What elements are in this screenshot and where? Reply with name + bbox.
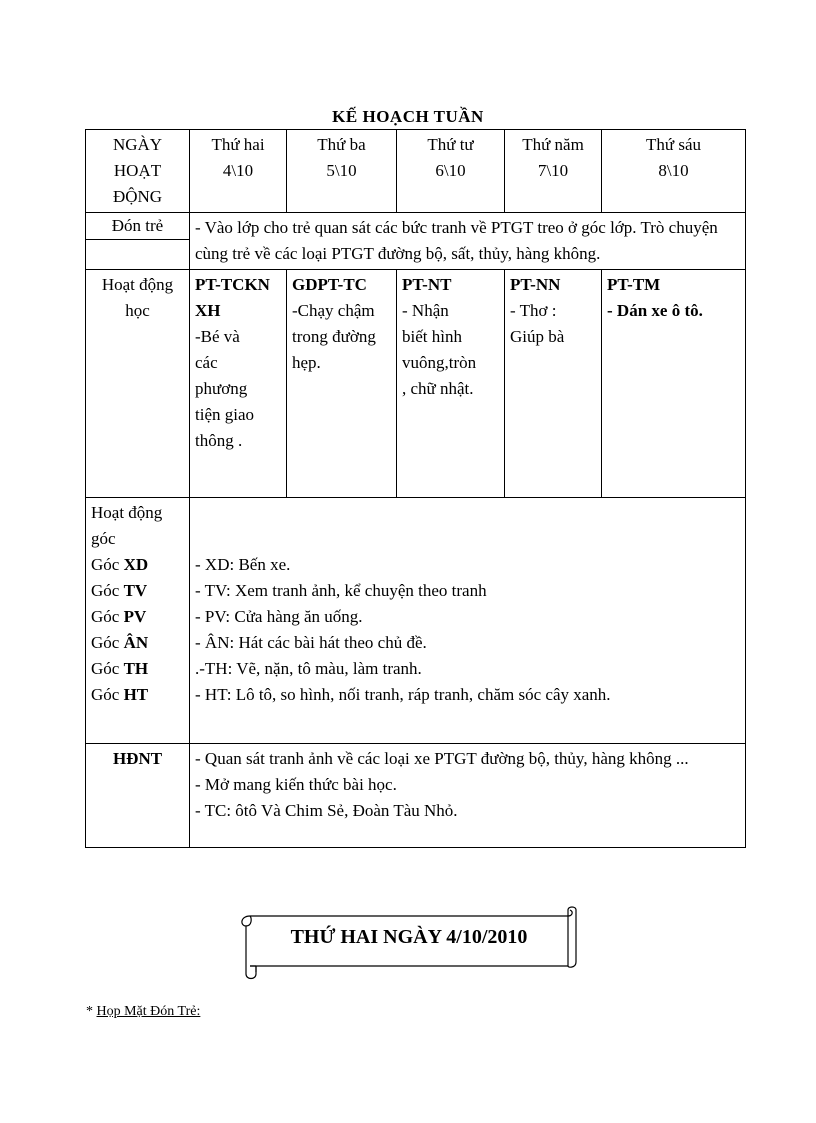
activity-subject: GDPT-TC [292, 275, 367, 294]
activity-line: , chữ nhật. [402, 379, 474, 398]
corner-activity: - HT: Lô tô, so hình, nối tranh, ráp tranh, chăm sóc cây xanh. [195, 685, 611, 704]
activity-line: phương [195, 379, 248, 398]
corner-code: TV [123, 581, 148, 600]
corner-code: XD [123, 555, 149, 574]
don-tre-label: Đón trẻ [86, 213, 189, 240]
corner-prefix: Góc [91, 685, 124, 704]
corner-prefix: Góc [91, 555, 124, 574]
activity-cell-thursday [505, 270, 602, 498]
activity-subject: PT-NN [510, 275, 561, 294]
activity-cell-monday [190, 270, 287, 498]
hdnt-label: HĐNT [86, 744, 190, 848]
hdnt-line: - Mở mang kiến thức bài học. [195, 775, 397, 794]
corner-activity: .-TH: Vẽ, nặn, tô màu, làm tranh. [195, 659, 422, 678]
row-label-line: Hoạt động [91, 503, 163, 522]
activity-line: tiện giao [195, 405, 255, 424]
day-header-thursday [505, 130, 602, 213]
corner-label [91, 604, 184, 630]
corner-code: PV [123, 607, 147, 626]
note-heading: Họp Mặt Đón Trẻ: [96, 1004, 201, 1019]
hoat-dong-hoc-row [86, 270, 746, 498]
hoat-dong-goc-content [190, 498, 746, 744]
day-name: Thứ ba [317, 135, 366, 154]
corner-code: HT [123, 685, 149, 704]
activity-subject: PT-TCKNXH [195, 275, 270, 320]
day-header-tuesday [287, 130, 397, 213]
corner-label [91, 656, 184, 682]
corner-activity: - TV: Xem tranh ảnh, kể chuyện theo tranh [195, 581, 487, 600]
activity-cell-wednesday [397, 270, 505, 498]
day-date: 7\10 [537, 161, 569, 180]
corner-activity: - PV: Cửa hàng ăn uống. [195, 607, 363, 626]
activity-line: các [195, 353, 218, 372]
header-label-line: ĐỘNG [112, 187, 163, 206]
corner-prefix: Góc [91, 633, 124, 652]
activity-line: -Bé và [195, 327, 240, 346]
corner-activity: - XD: Bến xe. [195, 555, 291, 574]
day-header-monday [190, 130, 287, 213]
hdnt-content [190, 744, 746, 848]
don-tre-label-cell [86, 213, 190, 270]
activity-line: hẹp. [292, 353, 321, 372]
hoat-dong-hoc-label-cell [86, 270, 190, 498]
activity-cell-friday [602, 270, 746, 498]
corner-label [91, 578, 184, 604]
activity-line: -Chạy chậm [292, 301, 375, 320]
activity-line: biết hình [402, 327, 462, 346]
day-date: 8\10 [658, 161, 689, 180]
activity-line: - Nhận [402, 301, 449, 320]
day-banner [236, 906, 582, 980]
corner-label [91, 682, 184, 708]
activity-subject: PT-NT [402, 275, 452, 294]
activity-line: thông . [195, 431, 243, 450]
day-header-wednesday [397, 130, 505, 213]
corner-code: TH [123, 659, 149, 678]
row-label-line: góc [91, 529, 116, 548]
activity-cell-tuesday [287, 270, 397, 498]
header-label-cell [86, 130, 190, 213]
corner-label [91, 552, 184, 578]
activity-line: vuông,tròn [402, 353, 477, 372]
corner-label [91, 630, 184, 656]
corner-prefix: Góc [91, 581, 124, 600]
day-name: Thứ tư [427, 135, 474, 154]
section-note [86, 1004, 200, 1020]
day-date: 4\10 [222, 161, 254, 180]
hdnt-line: - Quan sát tranh ảnh về các loại xe PTGT đường bộ, thủy, hàng không ... [195, 749, 689, 768]
corner-activity: - ÂN: Hát các bài hát theo chủ đề. [195, 633, 427, 652]
page-title: KẾ HOẠCH TUẦN [332, 107, 484, 126]
day-header-friday [602, 130, 746, 213]
hoat-dong-goc-label-cell [86, 498, 190, 744]
header-row [86, 130, 746, 213]
activity-line: trong đường [292, 327, 376, 346]
corner-prefix: Góc [91, 607, 124, 626]
don-tre-content: - Vào lớp cho trẻ quan sát các bức tranh về PTGT treo ở góc lớp. Trò chuyện cùng trẻ về các loại PTGT đường bộ, sất, thủy, hàng không. [190, 213, 746, 270]
note-star: * [86, 1004, 97, 1019]
weekly-plan-table [85, 129, 746, 848]
day-name: Thứ sáu [645, 135, 701, 154]
hdnt-line: - TC: ôtô Và Chim Sẻ, Đoàn Tàu Nhỏ. [195, 801, 458, 820]
corner-prefix: Góc [91, 659, 124, 678]
day-name: Thứ năm [522, 135, 584, 154]
activity-line: - Thơ : [510, 301, 557, 320]
activity-line: Giúp bà [510, 327, 565, 346]
activity-line: - Dán xe ô tô. [607, 301, 703, 320]
header-label-line: HOẠT [113, 161, 162, 180]
day-date: 5\10 [326, 161, 357, 180]
activity-subject: PT-TM [607, 275, 661, 294]
header-label-line: NGÀY [112, 135, 163, 154]
day-name: Thứ hai [211, 135, 265, 154]
row-label-line: Hoạt động [101, 275, 174, 294]
corner-code: ÂN [123, 633, 149, 652]
row-label-line: học [125, 301, 150, 320]
don-tre-row [86, 213, 746, 270]
hoat-dong-goc-row [86, 498, 746, 744]
banner-title: THỨ HAI NGÀY 4/10/2010 [290, 926, 528, 948]
day-date: 6\10 [435, 161, 466, 180]
hdnt-row [86, 744, 746, 848]
